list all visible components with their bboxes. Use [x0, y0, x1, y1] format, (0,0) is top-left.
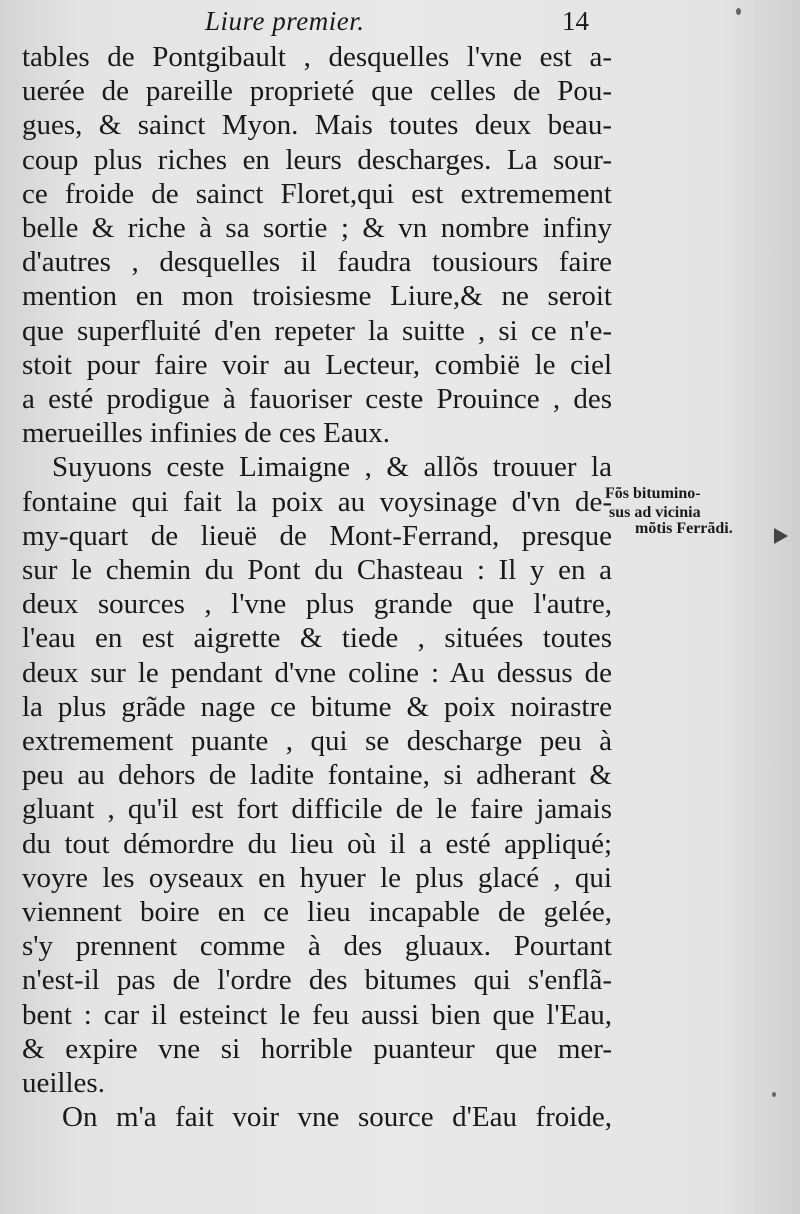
text-line: l'eau en est aigrette & tiede , situées toutes [22, 622, 612, 655]
text-line: du tout démordre du lieu où il a esté appliqué; [22, 827, 612, 860]
text-line: extremement puante , qui se descharge peu à [22, 725, 612, 758]
text-line: la plus grãde nage ce bitume & poix noirastre [22, 690, 612, 723]
marginal-note [605, 484, 795, 538]
marginal-note-line: Fõs bitumino- [605, 485, 701, 502]
text-line: gluant , qu'il est fort difficile de le faire jamais [22, 793, 612, 826]
marginal-note-line: sus ad vicinia [609, 504, 701, 521]
text-line: fontaine qui fait la poix au voysinage d'vn de- [22, 485, 612, 518]
page-number: 14 [562, 6, 589, 36]
text-line: tables de Pontgibault , desquelles l'vne est a- [22, 41, 612, 73]
marginal-note-line: mõtis Ferrãdi. [635, 520, 733, 537]
text-line: voyre les oyseaux en hyuer le plus glacé , qui [22, 861, 612, 894]
text-line: stoit pour faire voir au Lecteur, combië le ciel [22, 348, 612, 381]
paragraph-first-line: Suyuons ceste Limaigne , & allõs trouuer la [52, 451, 612, 484]
text-line: sur le chemin du Pont du Chasteau : Il y en a [22, 554, 612, 587]
text-line: ce froide de sainct Floret,qui est extremement [22, 177, 612, 210]
running-title: Liure premier. [205, 6, 365, 36]
text-line: merueilles infinies de ces Eaux. [22, 417, 391, 450]
text-line: ueilles. [22, 1067, 105, 1100]
text-line: d'autres , desquelles il faudra tousiours faire [22, 246, 612, 279]
text-line: coup plus riches en leurs descharges. La sour- [22, 143, 612, 176]
main-text-block [22, 40, 612, 1135]
text-line: & expire vne si horrible puanteur que mer- [22, 1032, 612, 1065]
text-line: gues, & sainct Myon. Mais toutes deux beau- [22, 109, 612, 142]
text-line: my-quart de lieuë de Mont-Ferrand, presque [22, 519, 612, 552]
text-line: bent : car il esteinct le feu aussi bien que l'Eau, [22, 998, 612, 1031]
text-line: n'est-il pas de l'ordre des bitumes qui s'enflã- [22, 964, 612, 997]
margin-pointer-mark [774, 528, 788, 544]
text-line: viennent boire en ce lieu incapable de gelée, [22, 896, 612, 929]
text-line: belle & riche à sa sortie ; & vn nombre infiny [22, 212, 612, 245]
text-line: deux sur le pendant d'vne coline : Au dessus de [22, 656, 612, 689]
text-line: s'y prennent comme à des gluaux. Pourtant [22, 930, 612, 963]
text-line: a esté prodigue à fauoriser ceste Prouince , des [22, 383, 612, 416]
ink-speck [772, 1092, 776, 1097]
text-line: peu au dehors de ladite fontaine, si adherant & [22, 759, 612, 792]
text-line: deux sources , l'vne plus grande que l'autre, [22, 588, 612, 621]
text-line: uerée de pareille proprieté que celles de Pou- [22, 75, 612, 108]
page-header [0, 4, 800, 38]
ink-speck [736, 8, 741, 15]
text-line: que superfluité d'en repeter la suitte , si ce n'e- [22, 314, 612, 347]
text-line: mention en mon troisiesme Liure,& ne seroit [22, 280, 612, 313]
paragraph-first-line: On m'a fait voir vne source d'Eau froide, [62, 1101, 612, 1134]
